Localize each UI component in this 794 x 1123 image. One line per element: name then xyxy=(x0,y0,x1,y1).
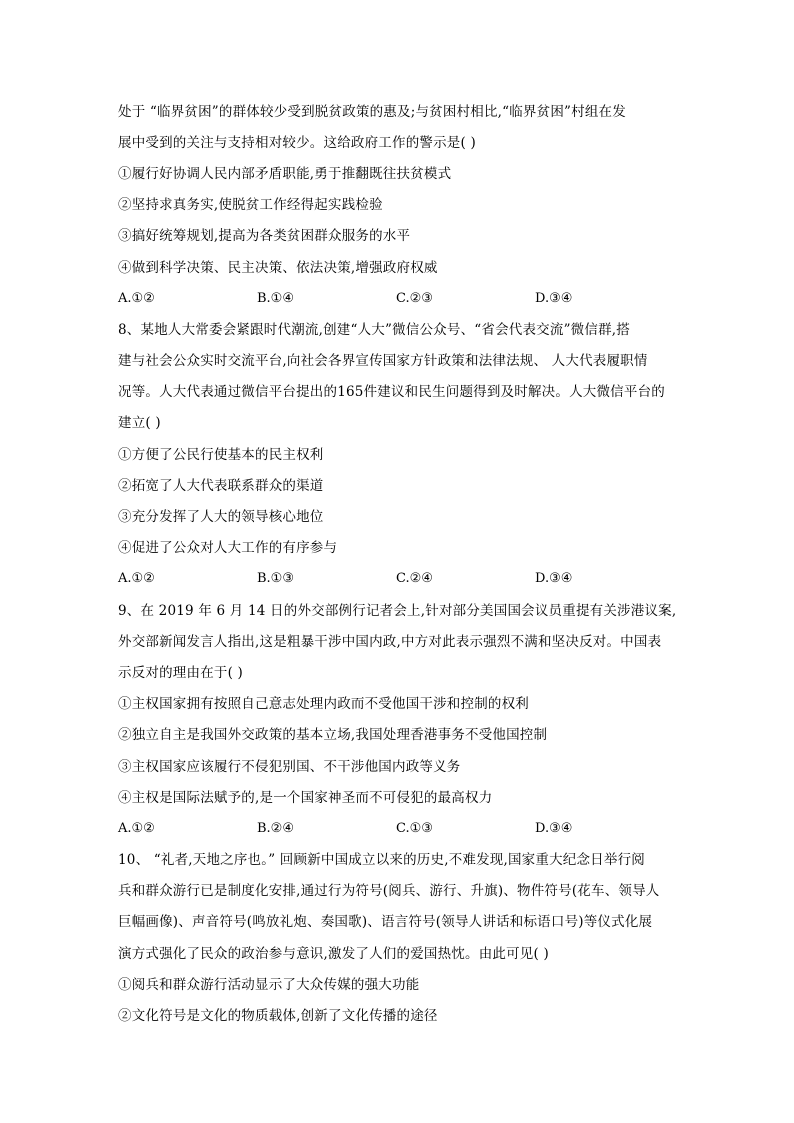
text-line: 展中受到的关注与支持相对较少。这给政府工作的警示是( ) xyxy=(118,135,476,151)
option-b: B.①③ xyxy=(257,571,294,586)
text-line: ②拓宽了人大代表联系群众的渠道 xyxy=(118,478,324,494)
text-line: ①履行好协调人民内部矛盾职能,勇于推翻既往扶贫模式 xyxy=(118,166,452,182)
option-d: D.③④ xyxy=(535,821,573,836)
option-c: C.②④ xyxy=(396,571,433,586)
option-c: C.②③ xyxy=(396,291,433,306)
option-a: A.①② xyxy=(118,821,155,836)
option-b: B.②④ xyxy=(257,821,294,836)
text-line: ②坚持求真务实,使脱贫工作经得起实践检验 xyxy=(118,197,383,213)
option-b: B.①④ xyxy=(257,291,294,306)
option-c: C.①③ xyxy=(396,821,433,836)
text-line: 建与社会公众实时交流平台,向社会各界宣传国家方针政策和法律法规、 人大代表履职情 xyxy=(118,353,648,369)
text-line: 外交部新闻发言人指出,这是粗暴干涉中国内政,中方对此表示强烈不满和坚决反对。中国表 xyxy=(118,634,662,650)
text-line: 况等。人大代表通过微信平台提出的165件建议和民生问题得到及时解决。人大微信平台的 xyxy=(118,384,665,400)
text-line: ①方便了公民行使基本的民主权利 xyxy=(118,447,324,463)
question-9: 9、在 2019 年 6 月 14 日的外交部例行记者会上,针对部分美国国会议员重提有关涉港议案, xyxy=(118,603,677,619)
text-line: 建立( ) xyxy=(118,415,161,431)
text-line: ④促进了公众对人大工作的有序参与 xyxy=(118,540,338,556)
text-line: ②独立自主是我国外交政策的基本立场,我国处理香港事务不受他国控制 xyxy=(118,727,548,743)
text-line: 示反对的理由在于( ) xyxy=(118,665,244,681)
text-line: ①阅兵和群众游行活动显示了大众传媒的强大功能 xyxy=(118,977,420,993)
text-line: ③搞好统筹规划,提高为各类贫困群众服务的水平 xyxy=(118,228,411,244)
text-line: 处于 “临界贫困”的群体较少受到脱贫政策的惠及;与贫困村相比,“临界贫困”村组在发 xyxy=(118,104,626,120)
option-d: D.③④ xyxy=(535,291,573,306)
question-10: 10、 “礼者,天地之序也。” 回顾新中国成立以来的历史,不难发现,国家重大纪念日举行阅 xyxy=(118,852,645,868)
text-line: 巨幅画像)、声音符号(鸣放礼炮、奏国歌)、语言符号(领导人讲话和标语口号)等仪式化展 xyxy=(118,914,653,930)
option-d: D.③④ xyxy=(535,571,573,586)
text-line: ④做到科学决策、民主决策、依法决策,增强政府权威 xyxy=(118,260,438,276)
question-8: 8、某地人大常委会紧跟时代潮流,创建“人大”微信公众号、“省会代表交流”微信群,搭 xyxy=(118,322,630,338)
text-line: ④主权是国际法赋予的,是一个国家神圣而不可侵犯的最高权力 xyxy=(118,790,493,806)
text-line: ③充分发挥了人大的领导核心地位 xyxy=(118,509,324,525)
text-line: ②文化符号是文化的物质载体,创新了文化传播的途径 xyxy=(118,1008,438,1024)
option-a: A.①② xyxy=(118,571,155,586)
text-line: 演方式强化了民众的政治参与意识,激发了人们的爱国热忱。由此可见( ) xyxy=(118,946,549,962)
option-a: A.①② xyxy=(118,291,155,306)
text-line: ③主权国家应该履行不侵犯别国、不干涉他国内政等义务 xyxy=(118,759,461,775)
text-line: ①主权国家拥有按照自己意志处理内政而不受他国干涉和控制的权利 xyxy=(118,696,529,712)
text-line: 兵和群众游行已是制度化安排,通过行为符号(阅兵、游行、升旗)、物件符号(花车、领导人 xyxy=(118,883,660,899)
